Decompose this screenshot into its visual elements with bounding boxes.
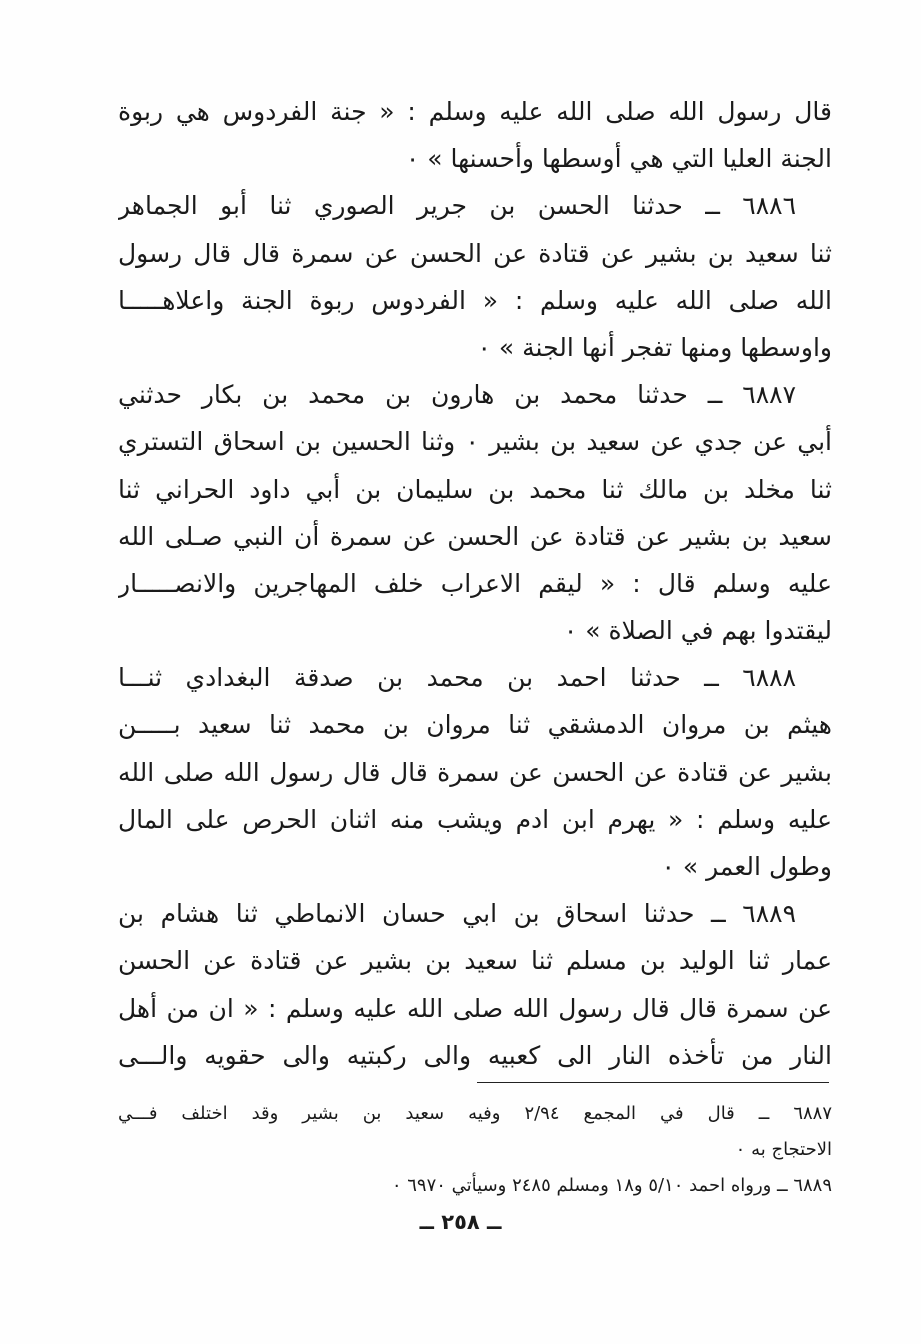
- footnote-line: ٦٨٨٧ ــ قال في المجمع ٢/٩٤ وفيه سعيد بن بشير وقد اختلف فـــي: [118, 1103, 832, 1124]
- text-line: عن سمرة قال قال رسول الله صلى الله عليه وسلم : « ان من أهل: [118, 993, 832, 1023]
- text-line: قال رسول الله صلى الله عليه وسلم : « جنة الفردوس هي ربوة: [118, 97, 832, 126]
- text-line: بشير عن قتادة عن الحسن عن سمرة قال قال رسول الله صلى الله: [118, 757, 832, 787]
- text-line: هيثم بن مروان الدمشقي ثنا مروان بن محمد ثنا سعيد بـــــن: [118, 710, 832, 740]
- hadith-6889-heading-line: ٦٨٨٩ ــ حدثنا اسحاق بن ابي حسان الانماطي ثنا هشام بن: [118, 899, 796, 929]
- text-line: عمار ثنا الوليد بن مسلم ثنا سعيد بن بشير عن قتادة عن الحسن: [118, 946, 832, 976]
- text-line: عليه وسلم قال : « ليقم الاعراب خلف المهاجرين والانصـــــار: [118, 568, 832, 598]
- page-number: ــ ٢٥٨ ــ: [419, 1210, 502, 1234]
- footnotes-block: [118, 1096, 832, 1204]
- text-line: واوسطها ومنها تفجر أنها الجنة » ٠: [477, 332, 832, 362]
- hadith-6888-heading-line: ٦٨٨٨ ــ حدثنا احمد بن محمد بن صدقة البغدادي ثنـــا: [118, 663, 796, 693]
- text-line: عليه وسلم : « يهرم ابن ادم ويشب منه اثنان الحرص على المال: [118, 804, 832, 834]
- hadith-6886-heading-line: ٦٨٨٦ ــ حدثنا الحسن بن جرير الصوري ثنا أبو الجماهر: [118, 191, 796, 221]
- hadith-6887-heading-line: ٦٨٨٧ ــ حدثنا محمد بن هارون بن محمد بن بكار حدثني: [118, 380, 796, 410]
- text-line: سعيد بن بشير عن قتادة عن الحسن عن سمرة أن النبي صـلى الله: [118, 521, 832, 551]
- footnote-line: ٦٨٨٩ ــ ورواه احمد ٥/١٠ و١٨ ومسلم ٢٤٨٥ وسيأتي ٦٩٧٠ ٠: [391, 1175, 832, 1196]
- text-line: ثنا سعيد بن بشير عن قتادة عن الحسن عن سمرة قال قال رسول: [118, 238, 832, 268]
- main-text-block: [118, 88, 832, 1079]
- text-line: أبي عن جدي عن سعيد بن بشير ٠ وثنا الحسين بن اسحاق التستري: [118, 427, 832, 457]
- footnote-divider: [477, 1082, 829, 1083]
- text-line: الله صلى الله عليه وسلم : « الفردوس ربوة الجنة واعلاهـــــا: [118, 285, 832, 315]
- text-line: ثنا مخلد بن مالك ثنا محمد بن سليمان بن أبي داود الحراني ثنا: [118, 474, 832, 504]
- text-line: ليقتدوا بهم في الصلاة » ٠: [563, 616, 832, 646]
- text-line: الجنة العليا التي هي أوسطها وأحسنها » ٠: [405, 144, 832, 174]
- text-line: النار من تأخذه النار الى كعبيه والى ركبتيه والى حقويه والـــى: [118, 1040, 832, 1070]
- footnote-line: الاحتجاج به ٠: [735, 1139, 832, 1160]
- text-line: وطول العمر » ٠: [661, 852, 832, 881]
